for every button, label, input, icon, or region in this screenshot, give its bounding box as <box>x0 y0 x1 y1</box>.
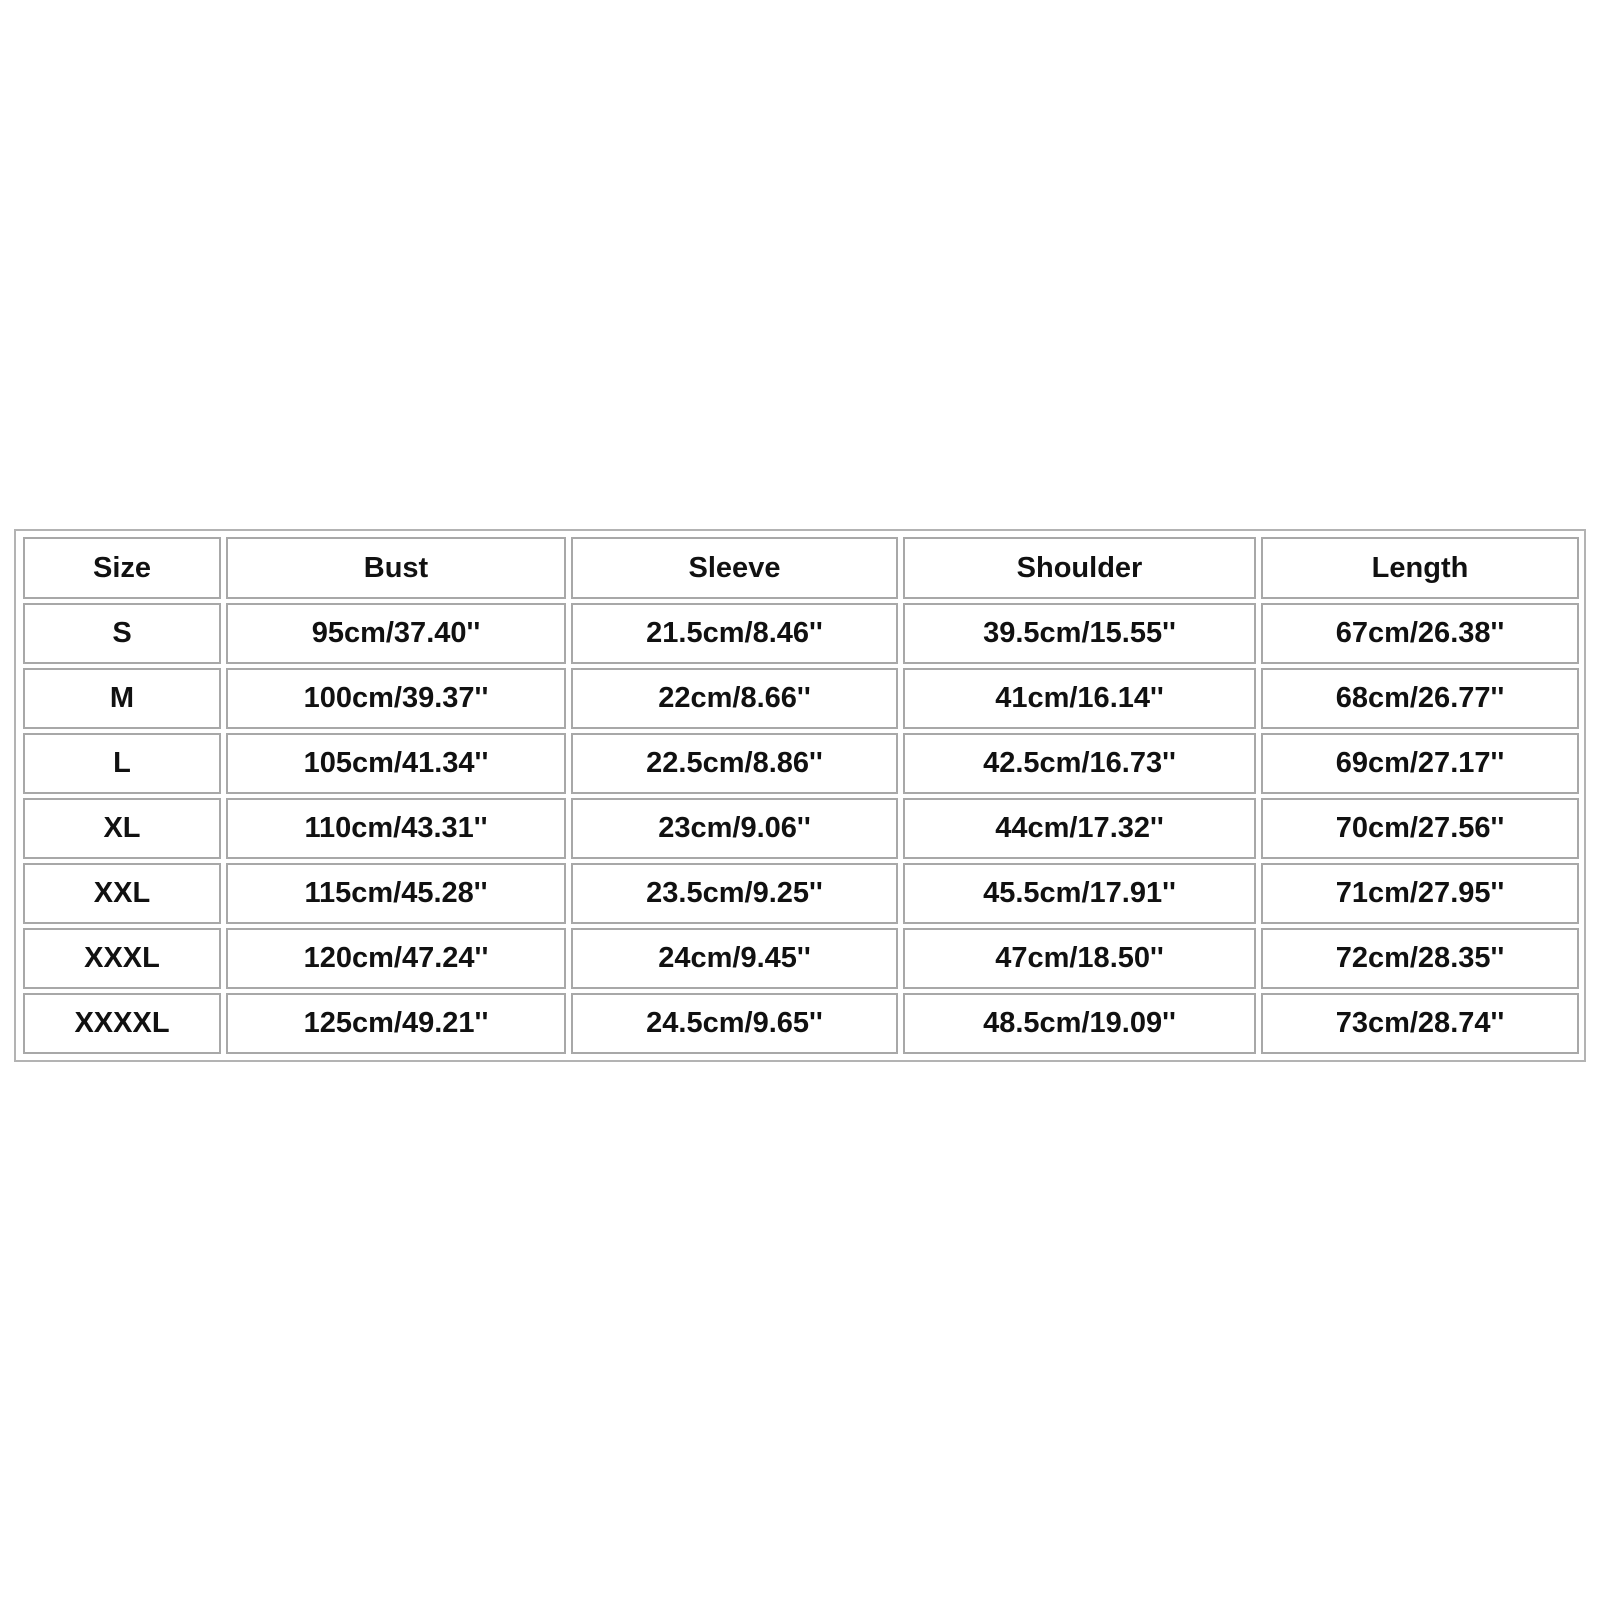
header-bust: Bust <box>226 537 566 599</box>
cell-sleeve: 23.5cm/9.25'' <box>571 863 898 924</box>
cell-size: XXXXL <box>23 993 221 1054</box>
cell-bust: 100cm/39.37'' <box>226 668 566 729</box>
table-row <box>23 863 1579 924</box>
cell-shoulder: 45.5cm/17.91'' <box>903 863 1256 924</box>
table-row <box>23 928 1579 989</box>
cell-size: XL <box>23 798 221 859</box>
cell-shoulder: 47cm/18.50'' <box>903 928 1256 989</box>
cell-sleeve: 23cm/9.06'' <box>571 798 898 859</box>
cell-bust: 95cm/37.40'' <box>226 603 566 664</box>
header-length: Length <box>1261 537 1579 599</box>
table-row <box>23 993 1579 1054</box>
header-sleeve: Sleeve <box>571 537 898 599</box>
cell-bust: 115cm/45.28'' <box>226 863 566 924</box>
table-row <box>23 603 1579 664</box>
cell-length: 72cm/28.35'' <box>1261 928 1579 989</box>
cell-shoulder: 39.5cm/15.55'' <box>903 603 1256 664</box>
cell-length: 70cm/27.56'' <box>1261 798 1579 859</box>
cell-length: 71cm/27.95'' <box>1261 863 1579 924</box>
table-row <box>23 668 1579 729</box>
cell-shoulder: 42.5cm/16.73'' <box>903 733 1256 794</box>
cell-sleeve: 24cm/9.45'' <box>571 928 898 989</box>
size-chart-table-container <box>14 529 1586 1062</box>
cell-size: XXXL <box>23 928 221 989</box>
table-row <box>23 798 1579 859</box>
cell-shoulder: 44cm/17.32'' <box>903 798 1256 859</box>
cell-sleeve: 21.5cm/8.46'' <box>571 603 898 664</box>
cell-bust: 105cm/41.34'' <box>226 733 566 794</box>
cell-length: 73cm/28.74'' <box>1261 993 1579 1054</box>
cell-bust: 110cm/43.31'' <box>226 798 566 859</box>
cell-length: 69cm/27.17'' <box>1261 733 1579 794</box>
cell-size: L <box>23 733 221 794</box>
cell-size: M <box>23 668 221 729</box>
cell-length: 68cm/26.77'' <box>1261 668 1579 729</box>
table-header-row <box>23 537 1579 599</box>
cell-sleeve: 22cm/8.66'' <box>571 668 898 729</box>
cell-bust: 120cm/47.24'' <box>226 928 566 989</box>
cell-shoulder: 48.5cm/19.09'' <box>903 993 1256 1054</box>
cell-size: XXL <box>23 863 221 924</box>
cell-length: 67cm/26.38'' <box>1261 603 1579 664</box>
cell-bust: 125cm/49.21'' <box>226 993 566 1054</box>
cell-shoulder: 41cm/16.14'' <box>903 668 1256 729</box>
cell-size: S <box>23 603 221 664</box>
header-size: Size <box>23 537 221 599</box>
cell-sleeve: 22.5cm/8.86'' <box>571 733 898 794</box>
size-chart-table <box>18 533 1584 1058</box>
table-row <box>23 733 1579 794</box>
header-shoulder: Shoulder <box>903 537 1256 599</box>
cell-sleeve: 24.5cm/9.65'' <box>571 993 898 1054</box>
